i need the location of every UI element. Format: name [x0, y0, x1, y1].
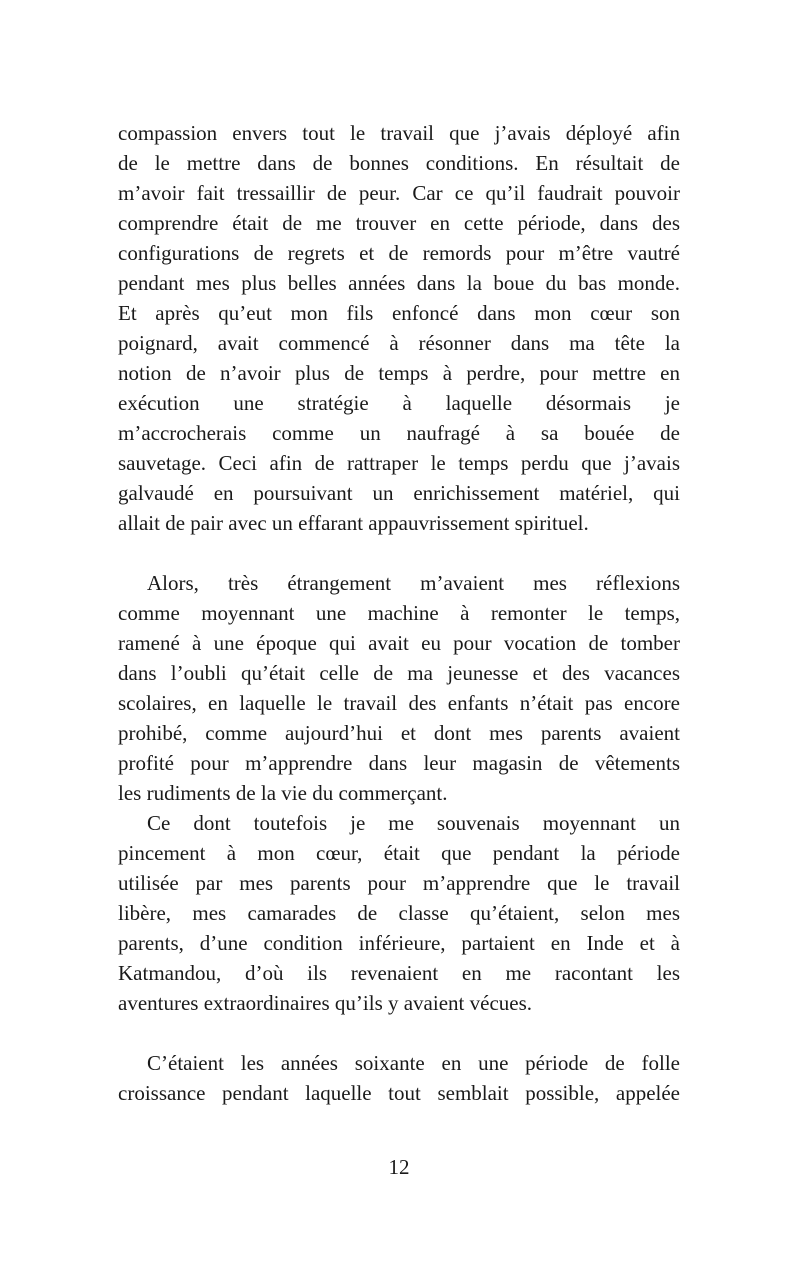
text-line: m’accrocherais comme un naufragé à sa bouée de [118, 421, 680, 445]
text-line: m’avoir fait tressaillir de peur. Car ce qu’il faudrait pouvoir [118, 181, 680, 205]
page-body [118, 118, 680, 1108]
text-line: comprendre était de me trouver en cette période, dans des [118, 211, 680, 235]
paragraph [118, 568, 680, 808]
text-line: pendant mes plus belles années dans la boue du bas monde. [118, 271, 680, 295]
text-line: les rudiments de la vie du commerçant. [118, 781, 448, 805]
text-line: dans l’oubli qu’était celle de ma jeunesse et des vacances [118, 661, 680, 685]
text-line: configurations de regrets et de remords pour m’être vautré [118, 241, 680, 265]
text-line: libère, mes camarades de classe qu’étaient, selon mes [118, 901, 680, 925]
text-line: de le mettre dans de bonnes conditions. En résultait de [118, 151, 680, 175]
paragraph-gap [118, 538, 680, 568]
text-line: Alors, très étrangement m’avaient mes réflexions [147, 571, 680, 595]
text-line: pincement à mon cœur, était que pendant la période [118, 841, 680, 865]
paragraph-gap [118, 1018, 680, 1048]
text-line: galvaudé en poursuivant un enrichissement matériel, qui [118, 481, 680, 505]
text-line: Et après qu’eut mon fils enfoncé dans mon cœur son [118, 301, 680, 325]
text-line: parents, d’une condition inférieure, partaient en Inde et à [118, 931, 680, 955]
paragraph [118, 808, 680, 1018]
text-line: utilisée par mes parents pour m’apprendre que le travail [118, 871, 680, 895]
text-line: ramené à une époque qui avait eu pour vocation de tomber [118, 631, 680, 655]
text-line: sauvetage. Ceci afin de rattraper le temps perdu que j’avais [118, 451, 680, 475]
text-line: comme moyennant une machine à remonter le temps, [118, 601, 680, 625]
text-line: exécution une stratégie à laquelle désormais je [118, 391, 680, 415]
text-line: poignard, avait commencé à résonner dans ma tête la [118, 331, 680, 355]
paragraph [118, 1048, 680, 1108]
text-line: notion de n’avoir plus de temps à perdre, pour mettre en [118, 361, 680, 385]
text-line: Katmandou, d’où ils revenaient en me racontant les [118, 961, 680, 985]
page-number: 12 [388, 1155, 410, 1179]
text-line: C’étaient les années soixante en une période de folle [147, 1051, 680, 1075]
text-line: croissance pendant laquelle tout semblait possible, appelée [118, 1081, 680, 1105]
paragraph [118, 118, 680, 538]
text-line: prohibé, comme aujourd’hui et dont mes parents avaient [118, 721, 680, 745]
text-line: compassion envers tout le travail que j’avais déployé afin [118, 121, 680, 145]
text-line: profité pour m’apprendre dans leur magasin de vêtements [118, 751, 680, 775]
text-line: Ce dont toutefois je me souvenais moyennant un [147, 811, 680, 835]
text-line: aventures extraordinaires qu’ils y avaient vécues. [118, 991, 533, 1015]
text-line: scolaires, en laquelle le travail des enfants n’était pas encore [118, 691, 680, 715]
text-line: allait de pair avec un effarant appauvrissement spirituel. [118, 511, 589, 535]
